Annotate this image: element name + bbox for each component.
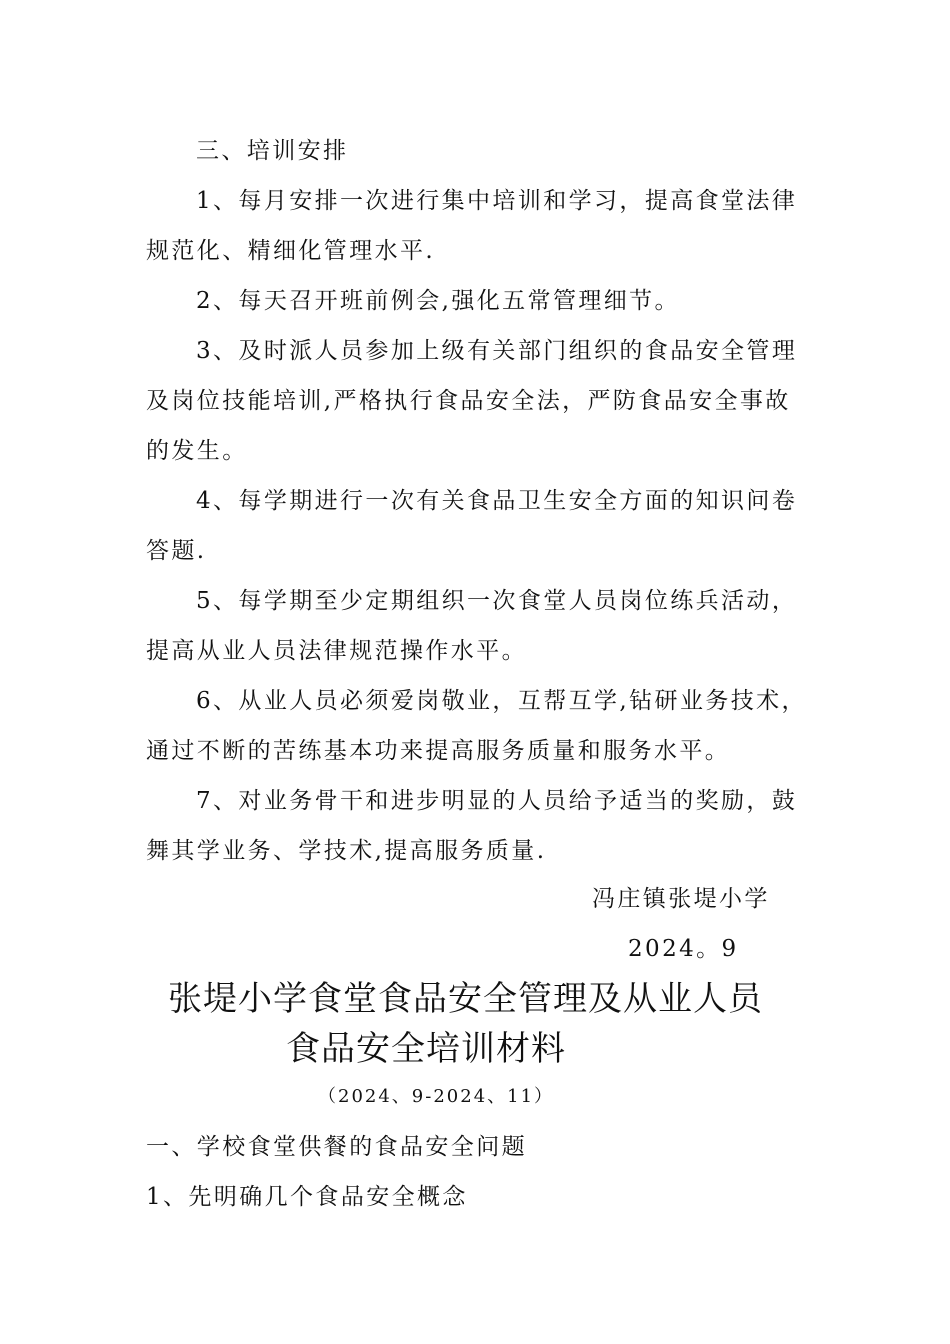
item-4-line-2: 答题. bbox=[146, 538, 207, 564]
item-4-line-1: 4、每学期进行一次有关食品卫生安全方面的知识问卷 bbox=[196, 488, 798, 514]
subheading-1: 1、先明确几个食品安全概念 bbox=[146, 1184, 468, 1210]
item-6-line-1: 6、从业人员必须爱岗敬业，互帮互学,钻研业务技术， bbox=[196, 688, 807, 714]
item-3-line-3: 的发生。 bbox=[146, 438, 248, 464]
signature-date: 2024。9 bbox=[628, 936, 739, 962]
section-heading: 三、培训安排 bbox=[196, 138, 349, 164]
item-2-line-1: 2、每天召开班前例会,强化五常管理细节。 bbox=[196, 288, 680, 314]
signature-org: 冯庄镇张堤小学 bbox=[592, 886, 770, 912]
item-7-line-2: 舞其学业务、学技术,提高服务质量. bbox=[146, 838, 547, 864]
heading-1: 一、学校食堂供餐的食品安全问题 bbox=[146, 1134, 527, 1160]
doc-title-line-1: 张堤小学食堂食品安全管理及从业人员 bbox=[168, 979, 763, 1019]
item-5-line-2: 提高从业人员法律规范操作水平。 bbox=[146, 638, 527, 664]
item-3-line-2: 及岗位技能培训,严格执行食品安全法，严防食品安全事故 bbox=[146, 388, 791, 414]
item-6-line-2: 通过不断的苦练基本功来提高服务质量和服务水平。 bbox=[146, 738, 731, 764]
item-1-line-1: 1、每月安排一次进行集中培训和学习，提高食堂法律 bbox=[196, 188, 798, 214]
item-1-line-2: 规范化、精细化管理水平. bbox=[146, 238, 436, 264]
date-range: （2024、9-2024、11） bbox=[318, 1086, 555, 1107]
doc-title-line-2: 食品安全培训材料 bbox=[286, 1029, 566, 1069]
item-5-line-1: 5、每学期至少定期组织一次食堂人员岗位练兵活动， bbox=[196, 588, 798, 614]
item-7-line-1: 7、对业务骨干和进步明显的人员给予适当的奖励，鼓 bbox=[196, 788, 798, 814]
item-3-line-1: 3、及时派人员参加上级有关部门组织的食品安全管理 bbox=[196, 338, 798, 364]
